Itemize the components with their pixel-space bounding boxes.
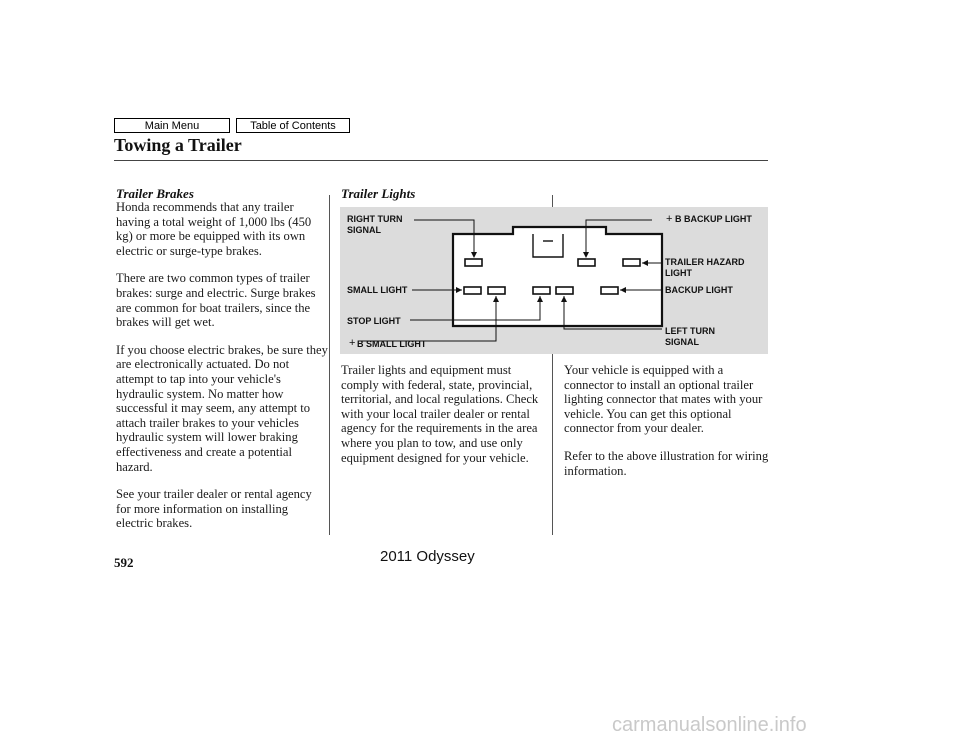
brakes-paragraph-4: See your trailer dealer or rental agency for more information on installing electric brakes.: [116, 487, 312, 531]
pin-right-turn: [465, 259, 482, 266]
brakes-paragraph-3: If you choose electric brakes, be sure they are electronically actuated. Do not attempt to tap into your vehicle's hydraulic system. No matter how successful it may seem, any attempt to attach trailer brakes to your vehicles hydraulic system will lower braking effectiveness and create a potential hazard.: [116, 342, 328, 474]
column-divider-1: [329, 195, 330, 535]
connector-outline: [453, 227, 662, 326]
page-title: Towing a Trailer: [114, 135, 242, 155]
connector-wiring-diagram: [340, 207, 768, 354]
label-right-turn-1: RIGHT TURN: [347, 214, 403, 224]
label-stop-light: STOP LIGHT: [347, 316, 401, 326]
trailer-lights-heading: Trailer Lights: [341, 186, 416, 201]
main-menu-button[interactable]: Main Menu: [114, 118, 230, 133]
label-b-backup-plus: +: [666, 213, 673, 225]
site-watermark: carmanualsonline.info: [612, 714, 807, 736]
label-trailer-hazard-1: TRAILER HAZARD: [665, 257, 745, 267]
pin-b-backup: [578, 259, 595, 266]
page-number: 592: [114, 555, 134, 570]
pin-trailer-hazard: [623, 259, 640, 266]
label-right-turn-2: SIGNAL: [347, 225, 382, 235]
title-divider: [114, 160, 768, 161]
lights-paragraph-3: Refer to the above illustration for wiring information.: [564, 448, 769, 478]
connector-diagram-svg: [340, 207, 768, 354]
model-footer: 2011 Odyssey: [380, 548, 475, 565]
lights-paragraph-2: Your vehicle is equipped with a connector to install an optional trailer lighting connector that mates with your vehicle. You can get this optional connector from your dealer.: [564, 363, 763, 436]
trailer-brakes-body: [116, 200, 328, 544]
label-small-light: SMALL LIGHT: [347, 285, 408, 295]
label-trailer-hazard-2: LIGHT: [665, 268, 692, 278]
table-of-contents-button[interactable]: Table of Contents: [236, 118, 350, 133]
pin-small-light: [464, 287, 481, 294]
brakes-paragraph-1: Honda recommends that any trailer having a total weight of 1,000 lbs (450 kg) or more be equipped with its own electric or surge-type brakes.: [116, 200, 312, 258]
label-b-small-light: B SMALL LIGHT: [357, 339, 427, 349]
brakes-paragraph-2: There are two common types of trailer brakes: surge and electric. Surge brakes are common for boat trailers, since the brakes will get wet.: [116, 271, 316, 330]
pin-small-light-2: [488, 287, 505, 294]
label-backup-light: BACKUP LIGHT: [665, 285, 733, 295]
label-left-turn-2: SIGNAL: [665, 337, 700, 347]
label-b-small-plus: +: [349, 337, 356, 349]
trailer-brakes-heading: Trailer Brakes: [116, 186, 194, 201]
pin-left-turn: [556, 287, 573, 294]
pin-stop-light: [533, 287, 550, 294]
trailer-lights-body-2: [564, 363, 770, 491]
pin-backup-light: [601, 287, 618, 294]
lights-paragraph-1: Trailer lights and equipment must comply with federal, state, provincial, territorial, and local regulations. Check with your local trailer dealer or rental agency for the requirements in the area where you plan to tow, and use only equipment designed for your vehicle.: [341, 363, 539, 465]
label-b-backup-light: B BACKUP LIGHT: [675, 214, 752, 224]
label-left-turn-1: LEFT TURN: [665, 326, 715, 336]
trailer-lights-body-1: [341, 363, 549, 478]
